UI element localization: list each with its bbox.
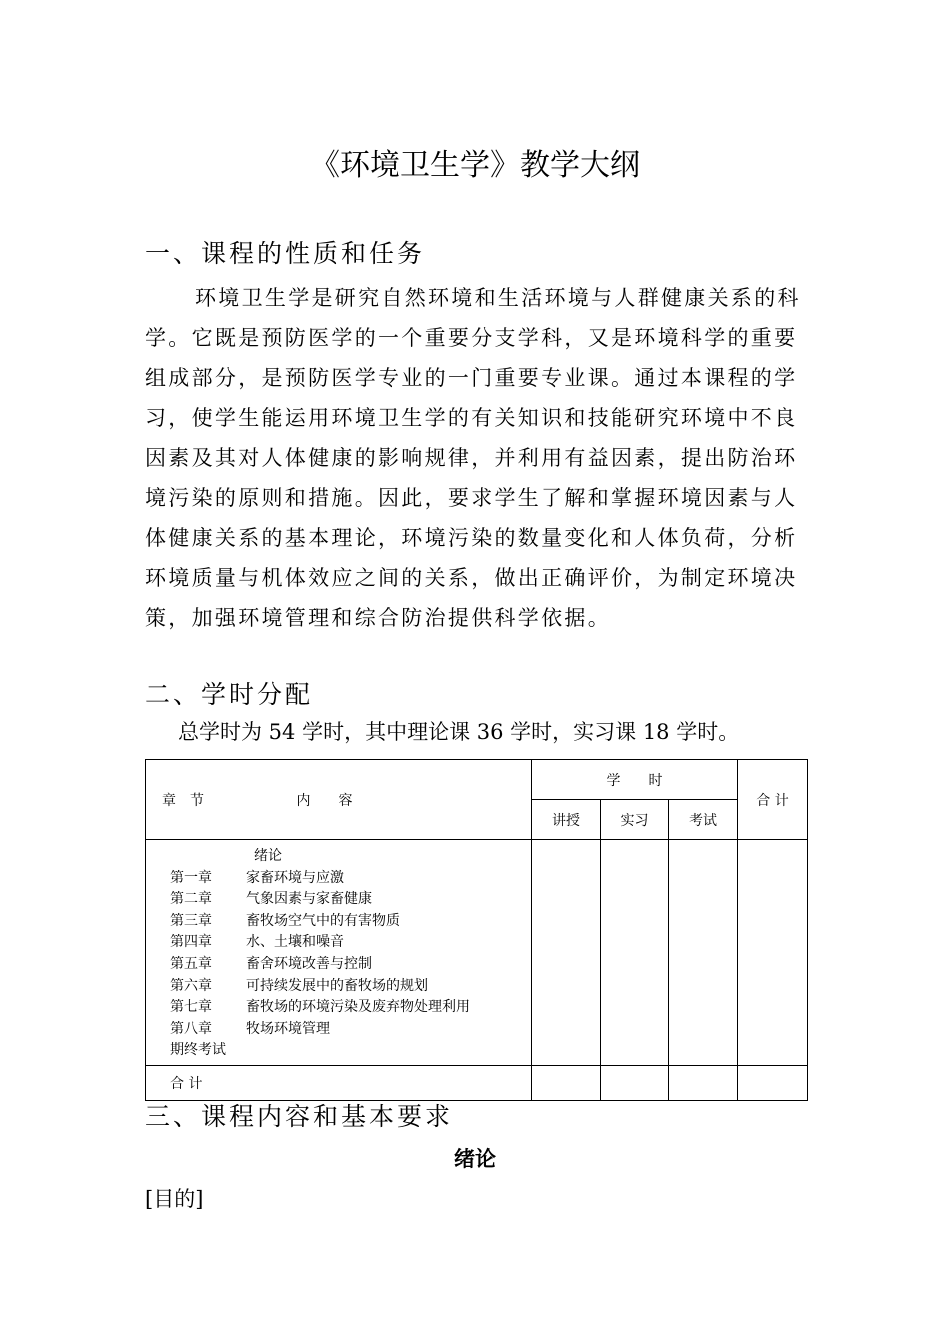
hours-table xyxy=(145,759,808,1101)
document-title: 《环境卫生学》教学大纲 xyxy=(310,148,640,183)
total-cell xyxy=(738,840,808,1066)
table-row: 第七章 畜牧场的环境污染及废弃物处理利用 xyxy=(170,999,470,1016)
table-row: 第三章 畜牧场空气中的有害物质 xyxy=(170,912,400,929)
footer-total-cell xyxy=(146,1066,532,1101)
table-row: 第四章 水、土壤和噪音 xyxy=(170,934,344,951)
footer-sum-cell xyxy=(738,1066,808,1101)
course-description-text: 环境卫生学是研究自然环境和生活环境与人群健康关系的科学。它既是预防医学的一个重要分支学科，又是环境科学的重要组成部分，是预防医学专业的一门重要专业课。通过本课程的学习，使学生能运用环境卫生学的有关知识和技能研究环境中不良因素及其对人体健康的影响规律，并利用有益因素，提出防治环境污染的原则和措施。因此，要求学生了解和掌握环境因素与人体健康关系的基本理论，环境污染的数量变化和人体负荷，分析环境质量与机体效应之间的关系，做出正确评价，为制定环境决策，加强环境管理和综合防治提供科学依据。 xyxy=(145,286,801,630)
footer-exam-cell xyxy=(669,1066,738,1101)
header-practice: 实习 xyxy=(601,800,669,840)
header-lecture: 讲授 xyxy=(532,800,601,840)
table-row: 第一章 家畜环境与应激 xyxy=(170,869,344,886)
footer-total-label: 合 计 xyxy=(170,1076,203,1092)
header-total: 合 计 xyxy=(738,760,808,840)
course-description-paragraph xyxy=(145,278,805,638)
footer-lecture-cell xyxy=(532,1066,601,1101)
table-row: 第二章 气象因素与家畜健康 xyxy=(170,891,372,908)
intro-row: 绪论 xyxy=(254,848,282,864)
header-content-label: 内 容 xyxy=(296,792,353,809)
header-hours: 学 时 xyxy=(532,760,738,800)
purpose-label: [目的] xyxy=(145,1187,204,1211)
table-row: 第五章 畜舍环境改善与控制 xyxy=(170,955,372,972)
final-exam-row: 期终考试 xyxy=(170,1042,226,1059)
section-heading-hours: 二、学时分配 xyxy=(145,680,314,709)
footer-practice-cell xyxy=(601,1066,669,1101)
chapter-list-cell xyxy=(146,840,532,1066)
section-heading-content: 三、课程内容和基本要求 xyxy=(145,1102,454,1131)
section-heading-nature: 一、课程的性质和任务 xyxy=(145,239,426,268)
lecture-cell xyxy=(532,840,601,1066)
exam-cell xyxy=(669,840,738,1066)
table-row: 第八章 牧场环境管理 xyxy=(170,1020,330,1037)
header-chapter-label: 章 节 xyxy=(162,792,204,809)
header-chapter-content-cell xyxy=(146,760,532,840)
practice-cell xyxy=(601,840,669,1066)
hours-summary: 总学时为 54 学时，其中理论课 36 学时，实习课 18 学时。 xyxy=(178,720,740,744)
header-exam: 考试 xyxy=(669,800,738,840)
intro-subheading: 绪论 xyxy=(454,1147,496,1171)
table-row: 第六章 可持续发展中的畜牧场的规划 xyxy=(170,977,428,994)
